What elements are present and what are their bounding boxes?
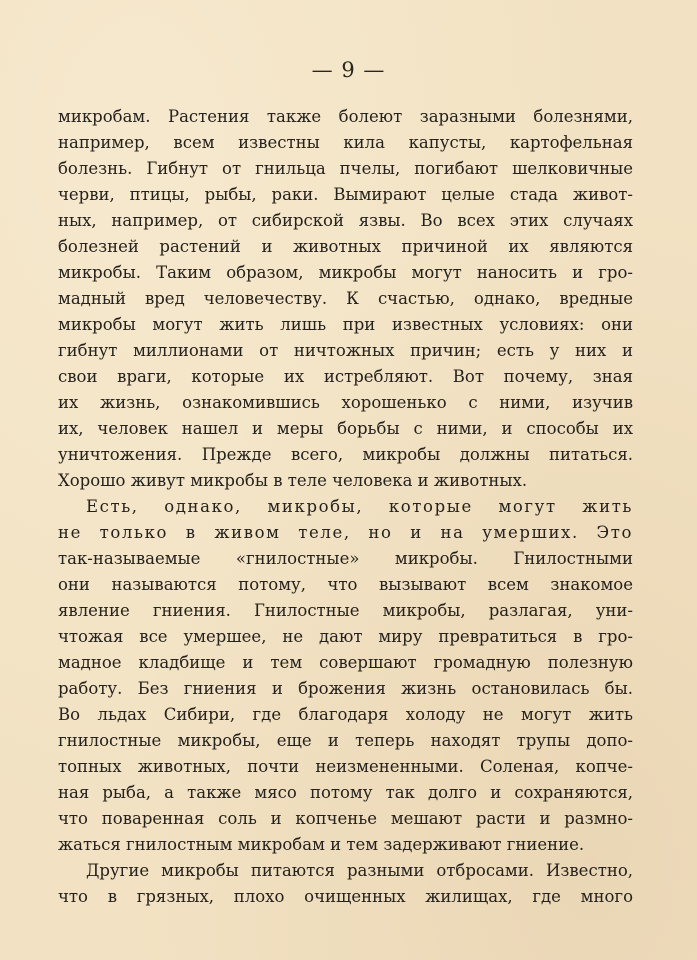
text-line: болезнь. Гибнут от гнильца пчелы, погибают шелковичные [58, 159, 633, 178]
text-line: болезней растений и животных причиной их являются [58, 237, 633, 256]
text-line: так-называемые «гнилостные» микробы. Гнилостными [58, 549, 633, 568]
text-line: Хорошо живут микробы в теле человека и животных. [58, 471, 528, 490]
text-line: например, всем известны кила капусты, картофельная [58, 133, 633, 152]
text-line: гибнут миллионами от ничтожных причин; есть у них и [58, 341, 633, 360]
text-line: чтожая все умершее, не дают миру превратиться в гро- [58, 627, 633, 646]
text-line: мадное кладбище и тем совершают громадную полезную [58, 653, 633, 672]
text-line: топных животных, почти неизмененными. Соленая, копче- [58, 757, 633, 776]
text-line: микробы могут жить лишь при известных условиях: они [58, 315, 633, 334]
text-line: работу. Без гниения и брожения жизнь остановилась бы. [58, 679, 633, 698]
text-line: жаться гнилостным микробам и тем задерживают гниение. [58, 835, 585, 854]
text-line: уничтожения. Прежде всего, микробы должны питаться. [58, 445, 633, 464]
text-line: они называются потому, что вызывают всем знакомое [58, 575, 633, 594]
text-line: что поваренная соль и копченье мешают расти и размно- [58, 809, 633, 828]
body-text [58, 104, 633, 910]
text-line: микробы. Таким образом, микробы могут наносить и гро- [58, 263, 633, 282]
text-line: Есть, однако, микробы, которые могут жить [86, 497, 633, 516]
text-line: их жизнь, ознакомившись хорошенько с ними, изучив [58, 393, 633, 412]
text-line: микробам. Растения также болеют заразными болезнями, [58, 107, 633, 126]
text-line: мадный вред человечеству. К счастью, однако, вредные [58, 289, 633, 308]
text-line: черви, птицы, рыбы, раки. Вымирают целые стада живот- [58, 185, 633, 204]
text-line: ная рыба, а также мясо потому так долго и сохраняются, [58, 783, 633, 802]
text-line: не только в живом теле, но и на умерших. Это [58, 523, 633, 542]
text-line: их, человек нашел и меры борьбы с ними, и способы их [58, 419, 633, 438]
text-line: ных, например, от сибирской язвы. Во всех этих случаях [58, 211, 633, 230]
text-line: гнилостные микробы, еще и теперь находят трупы допо- [58, 731, 633, 750]
page-number: — 9 — [311, 58, 386, 82]
text-line: свои враги, которые их истребляют. Вот почему, зная [58, 367, 633, 386]
text-line: Во льдах Сибири, где благодаря холоду не могут жить [58, 705, 633, 724]
text-line: явление гниения. Гнилостные микробы, разлагая, уни- [58, 601, 633, 620]
text-line: Другие микробы питаются разными отбросами. Известно, [86, 861, 633, 880]
text-line: что в грязных, плохо очищенных жилищах, где много [58, 887, 633, 906]
